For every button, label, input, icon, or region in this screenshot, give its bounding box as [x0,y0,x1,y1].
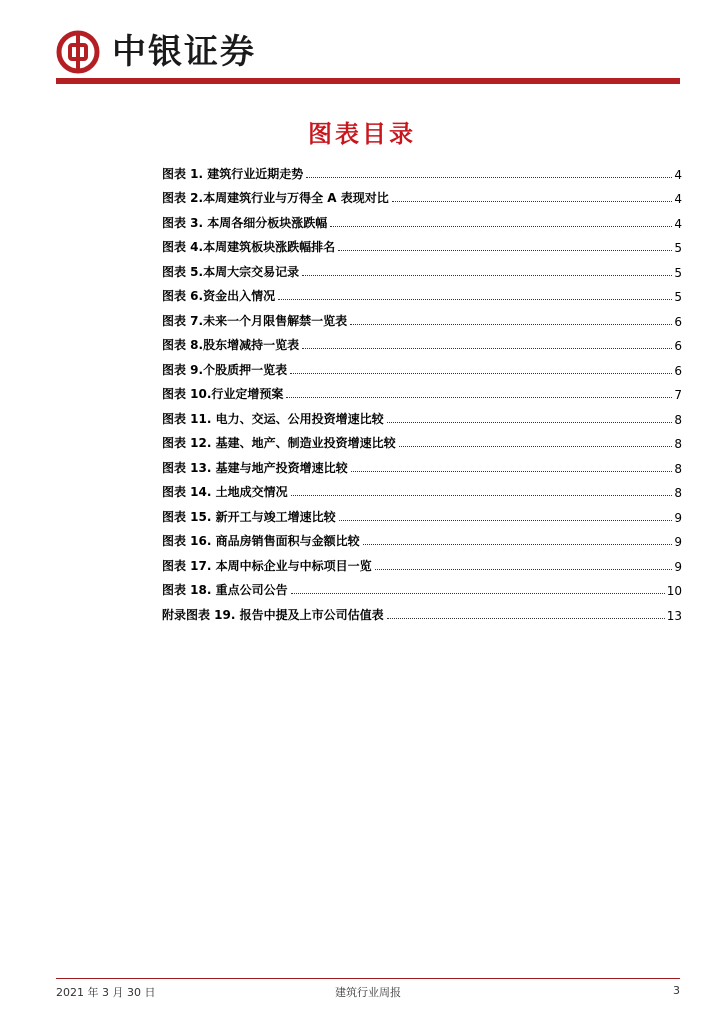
toc-leader-dots [278,299,672,300]
toc-leader-dots [392,201,673,202]
toc-entry[interactable] [162,427,682,452]
toc-entry-label: 图表 4.本周建筑板块涨跌幅排名 [162,240,336,254]
toc-entry-page: 9 [674,535,682,549]
toc-leader-dots [350,324,672,325]
toc-entry[interactable] [162,304,682,329]
bank-of-china-logo [56,30,100,74]
toc-entry-label: 图表 10.行业定增预案 [162,387,284,401]
toc-leader-dots [291,593,665,594]
toc-entry-page: 10 [666,584,682,598]
toc-entry[interactable] [162,206,682,231]
footer-report-name: 建筑行业周报 [335,986,401,999]
toc-entry-label: 图表 1. 建筑行业近期走势 [162,166,304,181]
toc-entry-page: 9 [674,559,682,574]
header-rule [56,78,680,84]
toc-leader-dots [375,569,673,570]
toc-entry-label: 附录图表 19. 报告中提及上市公司估值表 [162,607,384,622]
toc-entry-page: 8 [674,437,682,451]
toc-entry-page: 6 [674,339,682,353]
toc-entry-label: 图表 12. 基建、地产、制造业投资增速比较 [162,436,396,450]
toc-entry-label: 图表 2.本周建筑行业与万得全 A 表现对比 [162,191,389,205]
table-of-contents [162,157,682,623]
toc-entry-label: 图表 17. 本周中标企业与中标项目一览 [162,558,372,573]
footer-date: 2021 年 3 月 30 日 [56,986,156,999]
footer-page-number: 3 [673,984,680,997]
brand-name: 中银证券 [112,32,256,72]
toc-entry-page: 13 [666,608,682,623]
toc-entry-page: 9 [674,510,682,525]
toc-entry-label: 图表 15. 新开工与竣工增速比较 [162,509,336,524]
toc-entry[interactable] [162,451,682,476]
toc-entry-page: 6 [674,363,682,378]
toc-entry-page: 8 [674,412,682,427]
toc-entry-page: 8 [674,486,682,500]
toc-entry[interactable] [162,329,682,354]
toc-entry[interactable] [162,231,682,256]
toc-leader-dots [387,422,673,423]
toc-entry-label: 图表 8.股东增减持一览表 [162,338,300,352]
toc-leader-dots [387,618,665,619]
toc-entry-label: 图表 14. 土地成交情况 [162,485,288,499]
toc-entry-label: 图表 6.资金出入情况 [162,289,276,303]
toc-leader-dots [302,275,672,276]
toc-entry[interactable] [162,255,682,280]
toc-entry[interactable] [162,353,682,378]
toc-entry-page: 4 [674,192,682,206]
page-title: 图表目录 [308,119,416,148]
toc-entry[interactable] [162,549,682,574]
toc-entry-label: 图表 3. 本周各细分板块涨跌幅 [162,215,328,230]
toc-entry-label: 图表 16. 商品房销售面积与金额比较 [162,534,360,548]
toc-entry[interactable] [162,476,682,501]
toc-entry[interactable] [162,402,682,427]
toc-entry[interactable] [162,525,682,550]
toc-leader-dots [291,495,673,496]
toc-entry-page: 7 [674,388,682,402]
toc-leader-dots [363,544,673,545]
toc-entry[interactable] [162,598,682,623]
footer-rule [56,978,680,979]
toc-leader-dots [339,520,673,521]
toc-entry-page: 5 [674,241,682,255]
toc-leader-dots [302,348,672,349]
toc-leader-dots [338,250,672,251]
toc-entry-page: 5 [674,290,682,304]
toc-entry-page: 5 [674,265,682,280]
toc-entry-page: 4 [674,167,682,182]
toc-entry-label: 图表 7.未来一个月限售解禁一览表 [162,313,348,328]
toc-entry[interactable] [162,378,682,403]
toc-leader-dots [306,177,672,178]
toc-entry[interactable] [162,157,682,182]
toc-leader-dots [286,397,672,398]
toc-entry-label: 图表 13. 基建与地产投资增速比较 [162,460,348,475]
toc-entry-label: 图表 5.本周大宗交易记录 [162,264,300,279]
toc-leader-dots [351,471,673,472]
header [56,28,256,76]
toc-entry[interactable] [162,280,682,305]
toc-entry[interactable] [162,182,682,207]
toc-entry-page: 4 [674,216,682,231]
toc-entry-label: 图表 9.个股质押一览表 [162,362,288,377]
toc-entry-page: 6 [674,314,682,329]
toc-leader-dots [330,226,672,227]
toc-entry-page: 8 [674,461,682,476]
toc-entry[interactable] [162,574,682,599]
toc-leader-dots [290,373,672,374]
toc-entry[interactable] [162,500,682,525]
toc-entry-label: 图表 11. 电力、交运、公用投资增速比较 [162,411,384,426]
toc-leader-dots [399,446,673,447]
toc-entry-label: 图表 18. 重点公司公告 [162,583,288,597]
